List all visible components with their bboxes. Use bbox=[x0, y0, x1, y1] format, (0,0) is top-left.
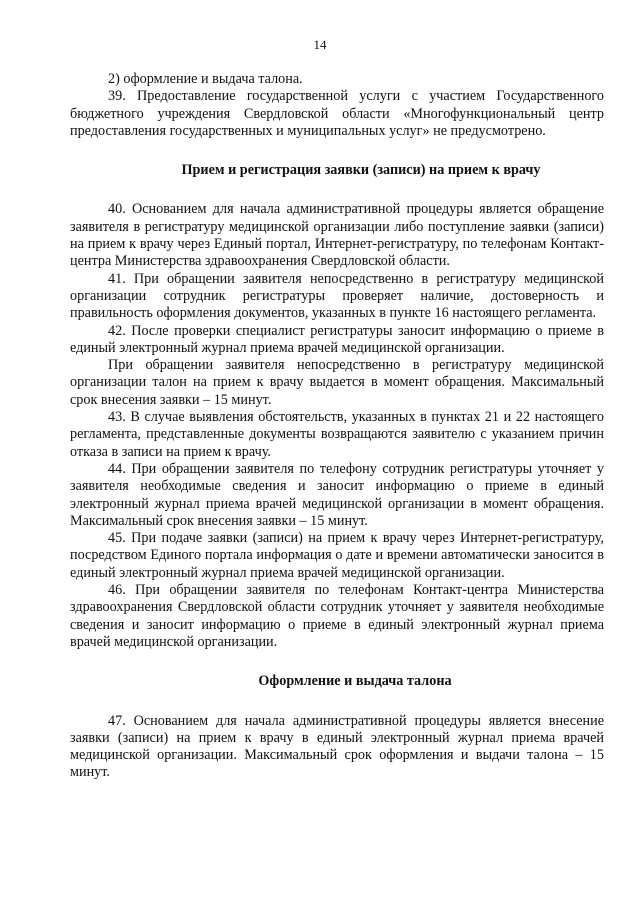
paragraph: 40. Основанием для начала административной процедуры является обращение заявителя в регистратуру медицинской организации либо поступление заявки (записи) на прием к врачу через Единый портал, Интернет-регистратуру, по телефонам Контакт-центра Министерства здравоохранения Свердловской области. bbox=[70, 201, 604, 270]
section-heading: Оформление и выдача талона bbox=[258, 673, 452, 690]
section-heading: Прием и регистрация заявки (записи) на прием к врачу bbox=[181, 162, 541, 179]
paragraph: При обращении заявителя непосредственно в регистратуру медицинской организации талон на прием к врачу выдается в момент обращения. Максимальный срок внесения заявки – 15 минут. bbox=[70, 357, 604, 408]
paragraph: 44. При обращении заявителя по телефону сотрудник регистратуры уточняет у заявителя необходимые сведения и заносит информацию о приеме в единый электронный журнал приема врачей медицинской организации в момент обращения. Максимальный срок внесения заявки – 15 минут. bbox=[70, 460, 604, 529]
paragraph: 42. После проверки специалист регистратуры заносит информацию о приеме в единый электронный журнал приема врачей медицинской организации. bbox=[70, 322, 604, 356]
paragraph: 47. Основанием для начала административной процедуры является внесение заявки (записи) на прием к врачу в единый электронный журнал приема врачей медицинской организации. Максимальный срок оформления и выдачи талона – 15 минут. bbox=[70, 712, 604, 781]
paragraph: 2) оформление и выдача талона. bbox=[108, 71, 303, 87]
paragraph: 43. В случае выявления обстоятельств, указанных в пунктах 21 и 22 настоящего регламента, представленные документы возвращаются заявителю с указанием причин отказа в записи на прием к врачу. bbox=[70, 409, 604, 460]
paragraph: 41. При обращении заявителя непосредственно в регистратуру медицинской организации сотрудник регистратуры проверяет наличие, достоверность и правильность оформления документов, указанных в пункте 16 настоящего регламента. bbox=[70, 270, 604, 322]
document-body bbox=[70, 71, 604, 782]
paragraph: 46. При обращении заявителя по телефонам Контакт-центра Министерства здравоохранения Свердловской области сотрудник уточняет у заявителя необходимые сведения и заносит информацию о приеме в единый электронный журнал приема врачей медицинской организации. bbox=[70, 582, 604, 650]
paragraph: 45. При подаче заявки (записи) на прием к врачу через Интернет-регистратуру, посредством Единого портала информация о дате и времени автоматически заносится в единый электронный журнал приема врачей медицинской организации. bbox=[70, 530, 604, 581]
paragraph: 39. Предоставление государственной услуги с участием Государственного бюджетного учреждения Свердловской области «Многофункциональный центр предоставления государственных и муниципальных услуг» не предусмотрено. bbox=[70, 88, 604, 139]
page-number: 14 bbox=[313, 37, 327, 52]
